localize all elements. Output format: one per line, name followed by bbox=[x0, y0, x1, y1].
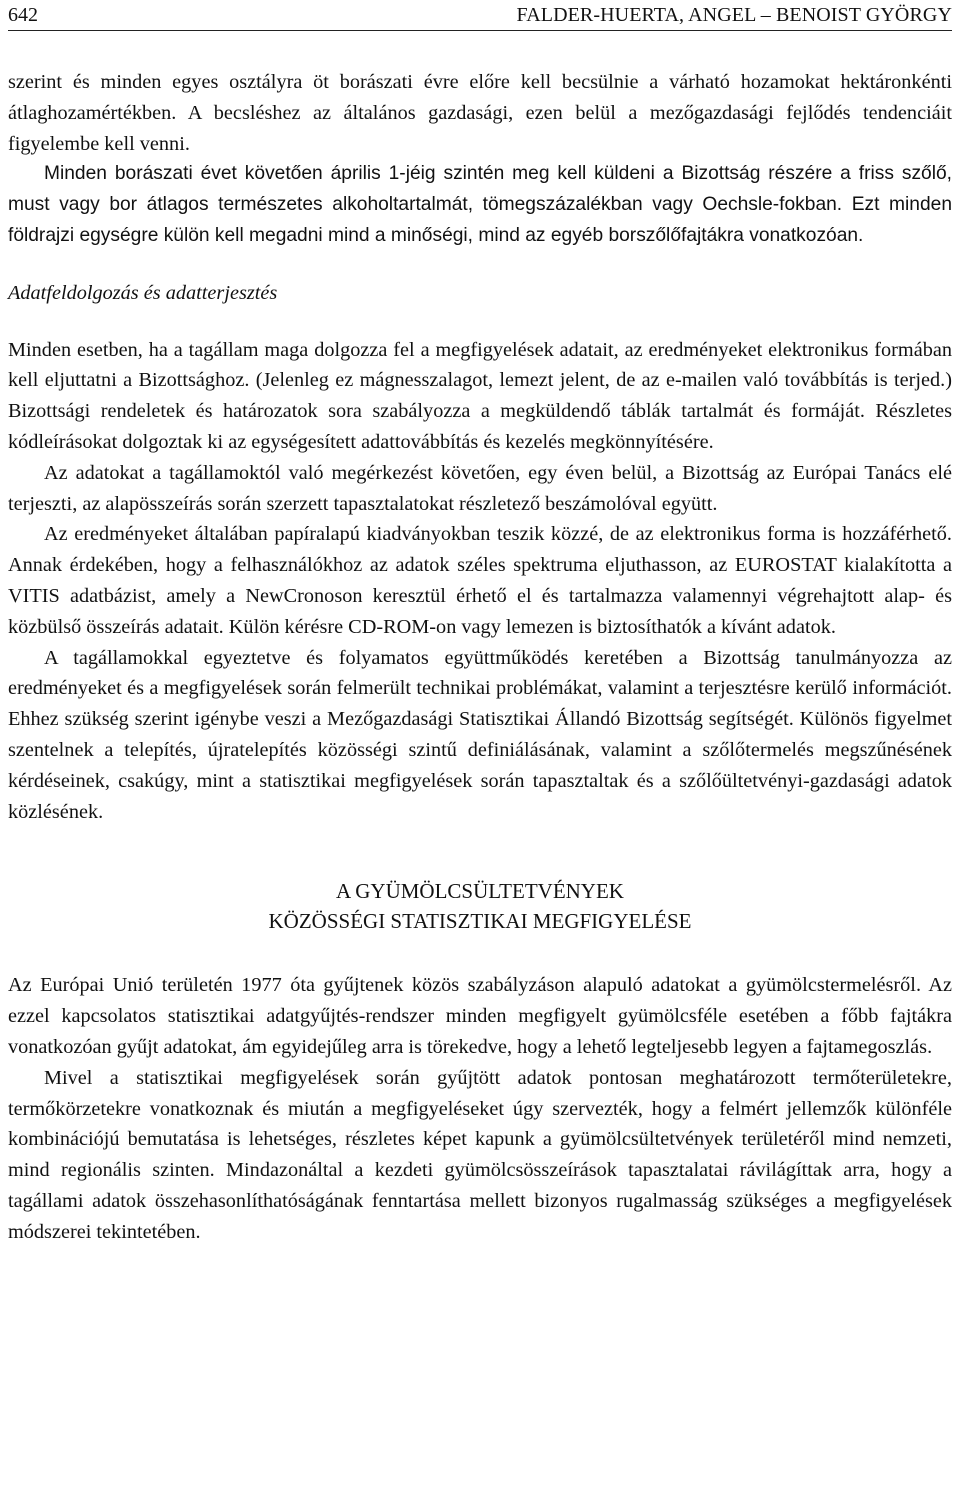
body-text bbox=[8, 67, 952, 1248]
section-title bbox=[8, 876, 952, 936]
paragraph-eu-fruit-data: Az Európai Unió területén 1977 óta gyűjtenek közös szabályzáson alapuló adatokat a gyümölcstermelésről. Az ezzel kapcsolatos statisztikai adatgyűjtés-rendszer minden megfigyelt gyümölcsféle esetében a főbb fajtákra vonatkozóan gyűjt adatokat, ám egyidejűleg arra is törekedve, hogy a lehető legteljesebb legyen a fajtamegoszlás. bbox=[8, 974, 952, 1058]
subheading-data-processing: Adatfeldolgozás és adatterjesztés bbox=[8, 281, 278, 304]
paragraph-regional-detail: Mivel a statisztikai megfigyelések során gyűjtött adatok pontosan meghatározott termőterületekre, termőkörzetekre vonatkoznak és miután a megfigyeléseket úgy szervezték, hogy a felmért jellemzők különféle kombinációjú bemutatása is lehetséges, részletes képet kapunk a gyümölcsültetvények területéről mind nemzeti, mind regionális szinten. Mindazonáltal a kezdeti gyümölcsösszeírások tapasztalatai rávilágíttak arra, hogy a tagállami adatok összehasonlíthatóságának fenntartása mellett bizonyos rugalmasság szükséges a megfigyelések módszerei tekintetében. bbox=[8, 1066, 952, 1243]
section-title-line-2: KÖZÖSSÉGI STATISZTIKAI MEGFIGYELÉSE bbox=[268, 909, 692, 934]
paragraph-alcohol-content: Minden borászati évet követően április 1-jéig szintén meg kell küldeni a Bizottság részére a friss szőlő, must vagy bor átlagos természetes alkoholtartalmát, tömegszázalékban vagy Oechsle-fokban. Ezt minden földrajzi egységre külön kell megadni mind a minőségi, mind az egyéb borszőlőfajtákra vonatkozóan. bbox=[8, 163, 952, 246]
paragraph-vitis-database: Az eredményeket általában papíralapú kiadványokban teszik közzé, de az elektronikus forma is hozzáférhető. Annak érdekében, hogy a felhasználókhoz az adatok széles spektruma eljuthasson, az EUROSTAT kialakította a VITIS adatbázist, amely a NewCronoson keresztül érhető el és tartalmazza valamennyi végrehajtott alap- és közbülső összeírás adatait. Külön kérésre CD-ROM-on vagy lemezen is biztosíthatók a kívánt adatok. bbox=[8, 523, 952, 638]
paragraph-electronic-transfer: Minden esetben, ha a tagállam maga dolgozza fel a megfigyelések adatait, az eredményeket elektronikus formában kell eljuttatni a Bizottsághoz. (Jelenleg ez mágnesszalagot, lemezt jelent, de az e-mailen való továbbítás is terjed.) Bizottsági rendeletek és határozatok sora szabályozza a megküldendő táblák tartalmát és formáját. Részletes kódleírásokat dolgoztak ki az egységesített adattovábbítás és kezelés megkönnyítésére. bbox=[8, 338, 952, 453]
running-head bbox=[8, 0, 952, 31]
document-page bbox=[8, 0, 952, 1248]
running-title: FALDER-HUERTA, ANGEL – BENOIST GYÖRGY bbox=[516, 4, 952, 26]
paragraph-continued-estimates: szerint és minden egyes osztályra öt borászati évre előre kell becsülnie a várható hozamokat hektáronkénti átlaghozamértékben. A becsléshez az általános gazdasági, ezen belül a mezőgazdasági fejlődés tendenciáit figyelembe kell venni. bbox=[8, 71, 952, 155]
paragraph-council-report: Az adatokat a tagállamoktól való megérkezést követően, egy éven belül, a Bizottság az Európai Tanács elé terjeszti, az alapösszeírás során szerzett tapasztalatokat részletező beszámolóval együtt. bbox=[8, 461, 952, 515]
paragraph-cooperation: A tagállamokkal egyeztetve és folyamatos együttműködés keretében a Bizottság tanulmányozza az eredményeket és a megfigyelések során felmerült technikai problémákat, valamint a terjesztésre kerülő információt. Ehhez szükség szerint igénybe veszi a Mezőgazdasági Statisztikai Állandó Bizottság segítségét. Különös figyelmet szentelnek a telepítés, újratelepítés közösségi szintű definiálásának, valamint a szőlőtermelés megszűnésének kérdéseinek, csakúgy, mint a statisztikai megfigyelések során tapasztaltak és a szőlőültetvényi-gazdasági adatok közlésének. bbox=[8, 646, 952, 823]
section-title-line-1: A GYÜMÖLCSÜLTETVÉNYEK bbox=[336, 879, 624, 904]
page-number: 642 bbox=[8, 4, 38, 26]
